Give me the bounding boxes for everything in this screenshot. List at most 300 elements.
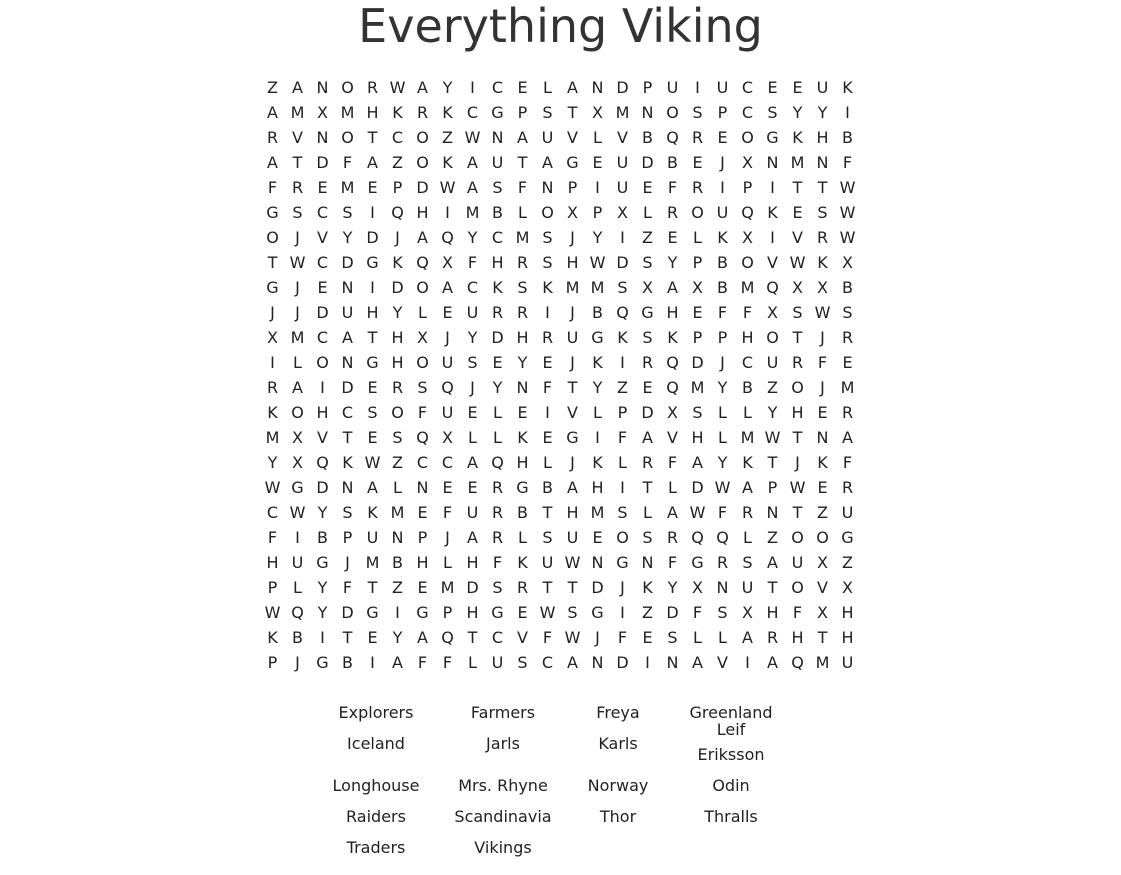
grid-cell: Z [617,378,628,397]
grid-cell: J [395,228,400,247]
grid-cell: I [645,653,650,672]
grid-cell: H [566,503,579,522]
grid-cell: E [442,303,453,322]
grid-cell: L [468,428,477,447]
grid-cell: W [789,478,806,497]
grid-cell: B [842,278,853,297]
grid-cell: X [792,278,803,297]
grid-cell: A [767,653,778,672]
grid-cell: G [316,653,329,672]
grid-cell: O [616,528,629,547]
grid-cell: E [442,478,453,497]
grid-cell: Y [792,103,803,122]
grid-cell: V [817,578,828,597]
grid-cell: U [466,503,479,522]
grid-cell: M [615,103,630,122]
grid-cell: U [541,553,554,572]
grid-cell: G [366,353,379,372]
grid-cell: R [841,403,854,422]
grid-cell: T [517,153,528,172]
grid-row [260,275,860,300]
grid-cell: N [316,78,329,97]
grid-cell: J [595,628,600,647]
grid-cell: V [292,128,303,147]
grid-cell: C [741,353,754,372]
grid-cell: B [542,478,553,497]
grid-cell: T [567,378,578,397]
grid-cell: T [267,253,278,272]
grid-cell: M [740,278,755,297]
grid-cell: J [295,303,300,322]
grid-cell: S [542,103,553,122]
grid-cell: M [690,378,705,397]
grid-cell: J [345,553,350,572]
grid-cell: Q [491,453,504,472]
grid-cell: E [367,428,378,447]
grid-cell: Z [842,553,853,572]
grid-cell: L [293,353,302,372]
grid-cell: N [641,103,654,122]
grid-cell: K [267,403,278,422]
grid-cell: B [717,253,728,272]
grid-cell: V [317,228,328,247]
grid-cell: P [617,403,628,422]
grid-cell: W [264,603,281,622]
grid-cell: H [491,253,504,272]
grid-cell: D [691,353,704,372]
grid-cell: I [620,228,625,247]
grid-cell: X [742,603,753,622]
grid-cell: E [367,378,378,397]
grid-cell: A [392,653,403,672]
grid-cell: L [543,453,552,472]
grid-cell: G [566,153,579,172]
grid-cell: C [266,503,279,522]
grid-cell: O [341,128,354,147]
grid-cell: E [542,353,553,372]
word-list-item: Farmers [470,703,536,722]
grid-cell: S [767,103,778,122]
grid-cell: W [564,628,581,647]
grid-cell: S [417,378,428,397]
grid-cell: U [366,528,379,547]
grid-cell: S [342,503,353,522]
grid-cell: A [742,628,753,647]
grid-cell: A [542,153,553,172]
grid-cell: F [442,653,453,672]
grid-cell: X [692,578,703,597]
grid-cell: F [417,653,428,672]
grid-cell: X [292,453,303,472]
grid-cell: U [816,78,829,97]
word-list-item: Explorers [338,703,414,722]
grid-cell: S [517,278,528,297]
grid-cell: M [440,578,455,597]
grid-cell: D [666,603,679,622]
grid-cell: K [517,428,528,447]
grid-cell: R [491,528,504,547]
grid-cell: E [642,178,653,197]
grid-cell: L [618,453,627,472]
grid-cell: S [617,503,628,522]
grid-cell: Q [791,653,804,672]
grid-cell: I [770,178,775,197]
grid-cell: M [840,378,855,397]
grid-cell: X [817,278,828,297]
grid-cell: C [466,278,479,297]
grid-row [260,350,860,375]
grid-cell: K [817,453,828,472]
grid-cell: P [417,528,428,547]
grid-cell: M [815,653,830,672]
grid-cell: Q [441,228,454,247]
grid-cell: G [641,303,654,322]
grid-cell: S [467,353,478,372]
grid-cell: L [493,403,502,422]
grid-cell: H [841,628,854,647]
grid-row [260,200,860,225]
grid-cell: Q [391,203,404,222]
grid-cell: I [545,303,550,322]
grid-cell: W [389,78,406,97]
grid-cell: E [417,503,428,522]
grid-cell: Z [642,603,653,622]
grid-cell: H [366,103,379,122]
grid-cell: N [816,153,829,172]
grid-cell: T [767,453,778,472]
grid-row [260,650,860,675]
grid-row [260,525,860,550]
grid-cell: H [666,303,679,322]
grid-cell: W [764,428,781,447]
grid-cell: T [792,178,803,197]
grid-cell: A [292,378,303,397]
grid-cell: O [741,253,754,272]
grid-cell: W [714,478,731,497]
grid-cell: L [743,528,752,547]
grid-cell: G [266,278,279,297]
grid-cell: R [541,328,554,347]
grid-cell: U [466,303,479,322]
grid-cell: S [492,578,503,597]
word-list-item: Iceland [347,734,405,753]
grid-cell: L [443,553,452,572]
grid-cell: R [666,203,679,222]
grid-cell: I [845,103,850,122]
grid-cell: U [841,653,854,672]
grid-cell: W [789,253,806,272]
grid-cell: L [693,628,702,647]
grid-cell: R [491,303,504,322]
grid-cell: Z [267,78,278,97]
grid-cell: F [817,353,828,372]
grid-cell: F [667,178,678,197]
grid-cell: H [366,303,379,322]
grid-cell: D [341,378,354,397]
grid-cell: K [392,103,403,122]
grid-cell: L [518,203,527,222]
grid-cell: R [291,178,304,197]
grid-cell: A [467,453,478,472]
grid-cell: O [416,353,429,372]
grid-cell: E [317,278,328,297]
grid-cell: A [767,553,778,572]
grid-cell: S [692,403,703,422]
grid-cell: P [717,103,728,122]
grid-cell: X [742,228,753,247]
grid-cell: I [595,178,600,197]
grid-cell: I [320,378,325,397]
grid-cell: K [817,253,828,272]
grid-cell: F [417,403,428,422]
grid-cell: L [693,228,702,247]
grid-cell: X [642,278,653,297]
grid-cell: G [316,553,329,572]
grid-cell: M [465,203,480,222]
grid-row [260,500,860,525]
grid-cell: U [741,578,754,597]
grid-cell: U [716,78,729,97]
grid-cell: H [516,453,529,472]
grid-cell: K [392,253,403,272]
grid-cell: N [341,478,354,497]
grid-cell: R [491,478,504,497]
grid-cell: Y [667,253,678,272]
grid-cell: E [517,403,528,422]
grid-cell: E [792,78,803,97]
grid-cell: F [667,453,678,472]
grid-cell: H [766,603,779,622]
grid-cell: V [317,428,328,447]
grid-cell: N [716,578,729,597]
grid-cell: I [395,603,400,622]
grid-cell: Q [416,253,429,272]
grid-cell: Z [642,228,653,247]
grid-cell: F [617,628,628,647]
grid-cell: G [491,603,504,622]
grid-cell: E [642,378,653,397]
grid-row [260,400,860,425]
grid-row [260,75,860,100]
grid-row [260,125,860,150]
grid-cell: J [820,328,825,347]
grid-cell: S [392,428,403,447]
grid-cell: Q [416,428,429,447]
grid-cell: M [340,178,355,197]
grid-cell: L [668,478,677,497]
grid-cell: C [491,628,504,647]
grid-cell: L [518,528,527,547]
grid-cell: J [270,303,275,322]
grid-cell: R [791,353,804,372]
grid-cell: O [766,328,779,347]
grid-cell: J [720,353,725,372]
grid-cell: A [692,453,703,472]
grid-cell: J [570,453,575,472]
grid-cell: T [817,628,828,647]
grid-row [260,225,860,250]
grid-cell: N [516,378,529,397]
grid-cell: N [666,653,679,672]
grid-row [260,475,860,500]
grid-cell: S [367,403,378,422]
word-list-item: Freya [596,703,640,722]
grid-cell: E [817,478,828,497]
grid-cell: L [593,403,602,422]
grid-cell: U [616,153,629,172]
grid-cell: C [316,328,329,347]
grid-cell: I [445,203,450,222]
grid-cell: S [642,328,653,347]
grid-cell: T [342,628,353,647]
grid-cell: J [820,378,825,397]
grid-cell: Q [666,353,679,372]
grid-row [260,325,860,350]
grid-cell: W [839,203,856,222]
grid-cell: N [641,553,654,572]
grid-cell: A [467,153,478,172]
grid-cell: E [467,403,478,422]
grid-cell: F [692,603,703,622]
grid-cell: H [816,128,829,147]
grid-cell: Y [492,378,503,397]
grid-cell: H [841,603,854,622]
grid-cell: U [791,553,804,572]
grid-cell: P [442,603,453,622]
grid-cell: W [289,253,306,272]
grid-cell: C [741,103,754,122]
grid-cell: L [293,578,302,597]
grid-cell: R [766,628,779,647]
grid-cell: N [591,553,604,572]
grid-cell: N [341,353,354,372]
grid-cell: L [718,403,727,422]
word-list-item: Vikings [474,838,532,857]
grid-cell: E [492,353,503,372]
grid-cell: I [720,178,725,197]
grid-cell: Y [667,578,678,597]
grid-cell: W [264,478,281,497]
grid-cell: X [842,578,853,597]
grid-cell: M [515,228,530,247]
grid-cell: L [743,403,752,422]
grid-cell: L [468,653,477,672]
grid-cell: J [720,153,725,172]
grid-cell: C [541,653,554,672]
grid-cell: I [370,203,375,222]
grid-cell: Z [767,378,778,397]
grid-cell: N [341,278,354,297]
grid-cell: U [616,178,629,197]
grid-cell: H [466,603,479,622]
word-list-item: Raiders [346,807,406,826]
grid-row [260,100,860,125]
grid-cell: P [692,328,703,347]
grid-cell: O [266,228,279,247]
grid-cell: U [716,203,729,222]
grid-cell: M [790,153,805,172]
grid-cell: H [691,428,704,447]
grid-cell: B [317,528,328,547]
grid-cell: T [792,428,803,447]
grid-cell: A [667,503,678,522]
grid-cell: S [742,553,753,572]
word-list-item: Mrs. Rhyne [458,776,548,795]
grid-cell: R [841,478,854,497]
grid-cell: F [517,178,528,197]
grid-cell: A [367,153,378,172]
grid-cell: T [542,503,553,522]
grid-cell: A [692,653,703,672]
grid-cell: W [364,453,381,472]
grid-cell: U [441,403,454,422]
word-list-item: Thor [599,807,637,826]
grid-cell: Q [691,528,704,547]
grid-cell: M [590,278,605,297]
grid-cell: O [666,103,679,122]
letter-grid [260,75,860,675]
grid-cell: G [591,603,604,622]
grid-cell: D [316,478,329,497]
grid-cell: O [391,403,404,422]
grid-cell: A [367,478,378,497]
grid-cell: J [620,578,625,597]
grid-cell: W [814,303,831,322]
grid-cell: E [317,178,328,197]
grid-cell: X [442,253,453,272]
grid-cell: H [466,553,479,572]
grid-cell: I [695,78,700,97]
grid-cell: Y [592,378,603,397]
grid-cell: U [566,528,579,547]
grid-cell: P [267,578,278,597]
grid-cell: Y [317,578,328,597]
grid-cell: Q [716,528,729,547]
grid-cell: R [716,553,729,572]
grid-cell: H [516,328,529,347]
grid-cell: Y [467,328,478,347]
grid-cell: W [464,128,481,147]
grid-cell: I [370,278,375,297]
grid-cell: F [667,553,678,572]
grid-cell: S [517,653,528,672]
grid-cell: G [291,478,304,497]
grid-row [260,450,860,475]
grid-cell: M [740,428,755,447]
grid-row [260,300,860,325]
grid-cell: C [441,453,454,472]
grid-cell: D [691,478,704,497]
grid-cell: K [592,453,603,472]
grid-cell: T [367,128,378,147]
grid-cell: U [441,353,454,372]
grid-cell: F [542,378,553,397]
grid-cell: F [492,553,503,572]
grid-cell: N [816,428,829,447]
grid-cell: D [641,403,654,422]
grid-cell: C [316,203,329,222]
grid-cell: Y [592,228,603,247]
grid-cell: P [717,328,728,347]
grid-cell: R [641,453,654,472]
grid-cell: D [416,178,429,197]
grid-cell: N [391,528,404,547]
grid-cell: J [295,653,300,672]
grid-cell: P [767,478,778,497]
grid-cell: P [342,528,353,547]
grid-cell: U [766,353,779,372]
grid-cell: D [341,603,354,622]
